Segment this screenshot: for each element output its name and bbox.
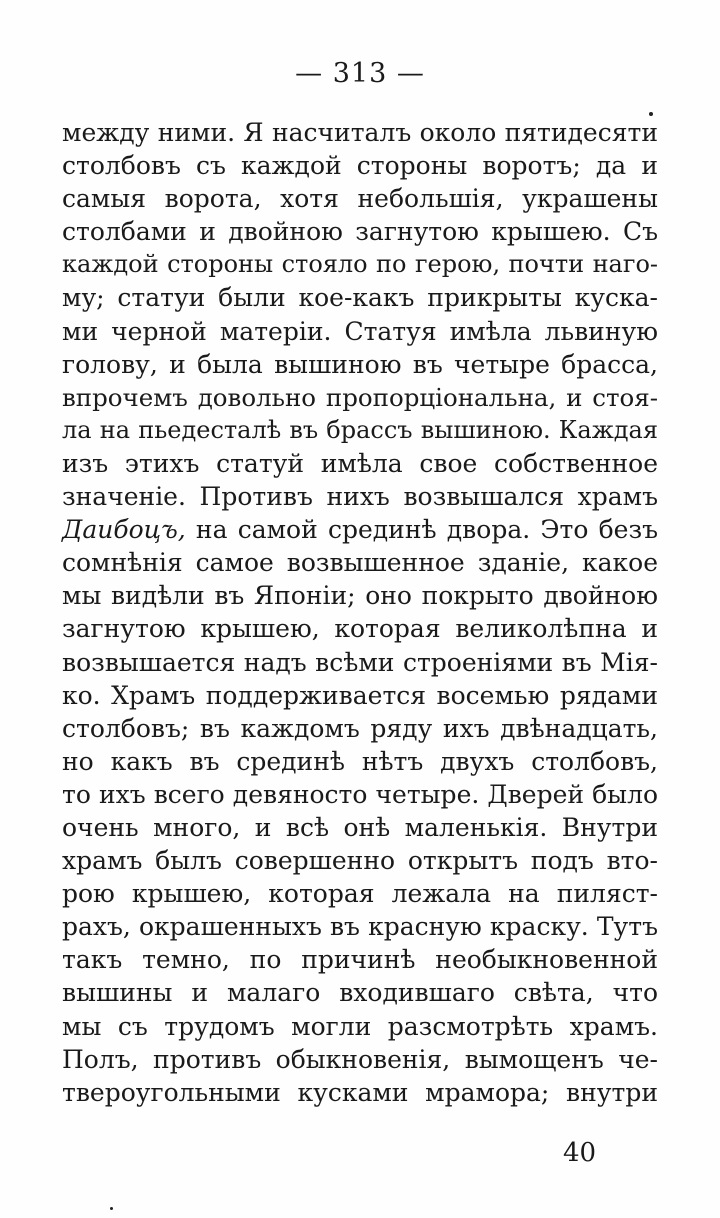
text-line: то ихъ всего девяносто четыре. Дверей было	[62, 779, 658, 809]
text-line: рою крышею, которая лежала на пиляст-	[62, 879, 658, 909]
text-line: му; статуи были кое-какъ прикрыты куска-	[62, 283, 658, 313]
text-line: столбовъ съ каждой стороны воротъ; да и	[62, 151, 658, 181]
text-line: ла на пьедесталѣ въ брассъ вышиною. Каждая	[62, 415, 658, 444]
text-line: ко. Храмъ поддерживается восемью рядами	[62, 680, 658, 710]
text-line: самыя ворота, хотя небольшія, украшены	[62, 184, 658, 214]
text-line: значеніе. Противъ нихъ возвышался храмъ	[62, 482, 658, 512]
page-number: — 313 —	[295, 58, 425, 89]
text-line: столбовъ; въ каждомъ ряду ихъ двѣнадцать,	[62, 713, 658, 743]
italic-name: Даибоцъ,	[62, 515, 186, 545]
text-line: но какъ въ срединѣ нѣтъ двухъ столбовъ,	[62, 746, 658, 776]
text-line-rest: на самой срединѣ двора. Это безъ	[195, 515, 658, 545]
text-line: мы съ трудомъ могли разсмотрѣть храмъ.	[62, 1011, 658, 1041]
text-line: очень много, и всѣ онѣ маленькія. Внутри	[62, 812, 658, 842]
text-line: храмъ былъ совершенно открытъ подъ вто-	[62, 846, 658, 876]
text-line: рахъ, окрашенныхъ въ красную краску. Тутъ	[62, 912, 658, 942]
text-line: впрочемъ довольно пропорціональна, и стоя-	[62, 382, 658, 412]
body-text	[62, 116, 658, 1109]
text-line: загнутою крышею, которая великолѣпна и	[62, 614, 658, 644]
text-line: твероугольными кусками мрамора; внутри	[62, 1077, 658, 1107]
text-line: столбами и двойною загнутою крышею. Съ	[62, 217, 658, 247]
text-line: изъ этихъ статуй имѣла свое собственное	[62, 448, 658, 478]
ink-speck	[649, 112, 653, 116]
text-line: голову, и была вышиною въ четыре брасса,	[62, 349, 658, 379]
text-line: мы видѣли въ Японіи; оно покрыто двойною	[62, 581, 658, 611]
text-line-with-italic	[62, 513, 658, 546]
text-line: каждой стороны стояло по герою, почти наго-	[62, 250, 658, 279]
ink-speck	[110, 1207, 113, 1210]
signature-mark: 40	[563, 1138, 597, 1168]
text-line: Полъ, противъ обыкновенія, вымощенъ че-	[62, 1044, 658, 1074]
text-line: сомнѣнія самое возвышенное зданіе, какое	[62, 548, 658, 578]
text-line: возвышается надъ всѣми строеніями въ Мія-	[62, 647, 658, 677]
text-line: вышины и малаго входившаго свѣта, что	[62, 978, 658, 1008]
text-line: ми черной матеріи. Статуя имѣла львиную	[62, 316, 658, 346]
text-line: такъ темно, по причинѣ необыкновенной	[62, 945, 658, 975]
text-line: между ними. Я насчиталъ около пятидесяти	[62, 118, 658, 147]
